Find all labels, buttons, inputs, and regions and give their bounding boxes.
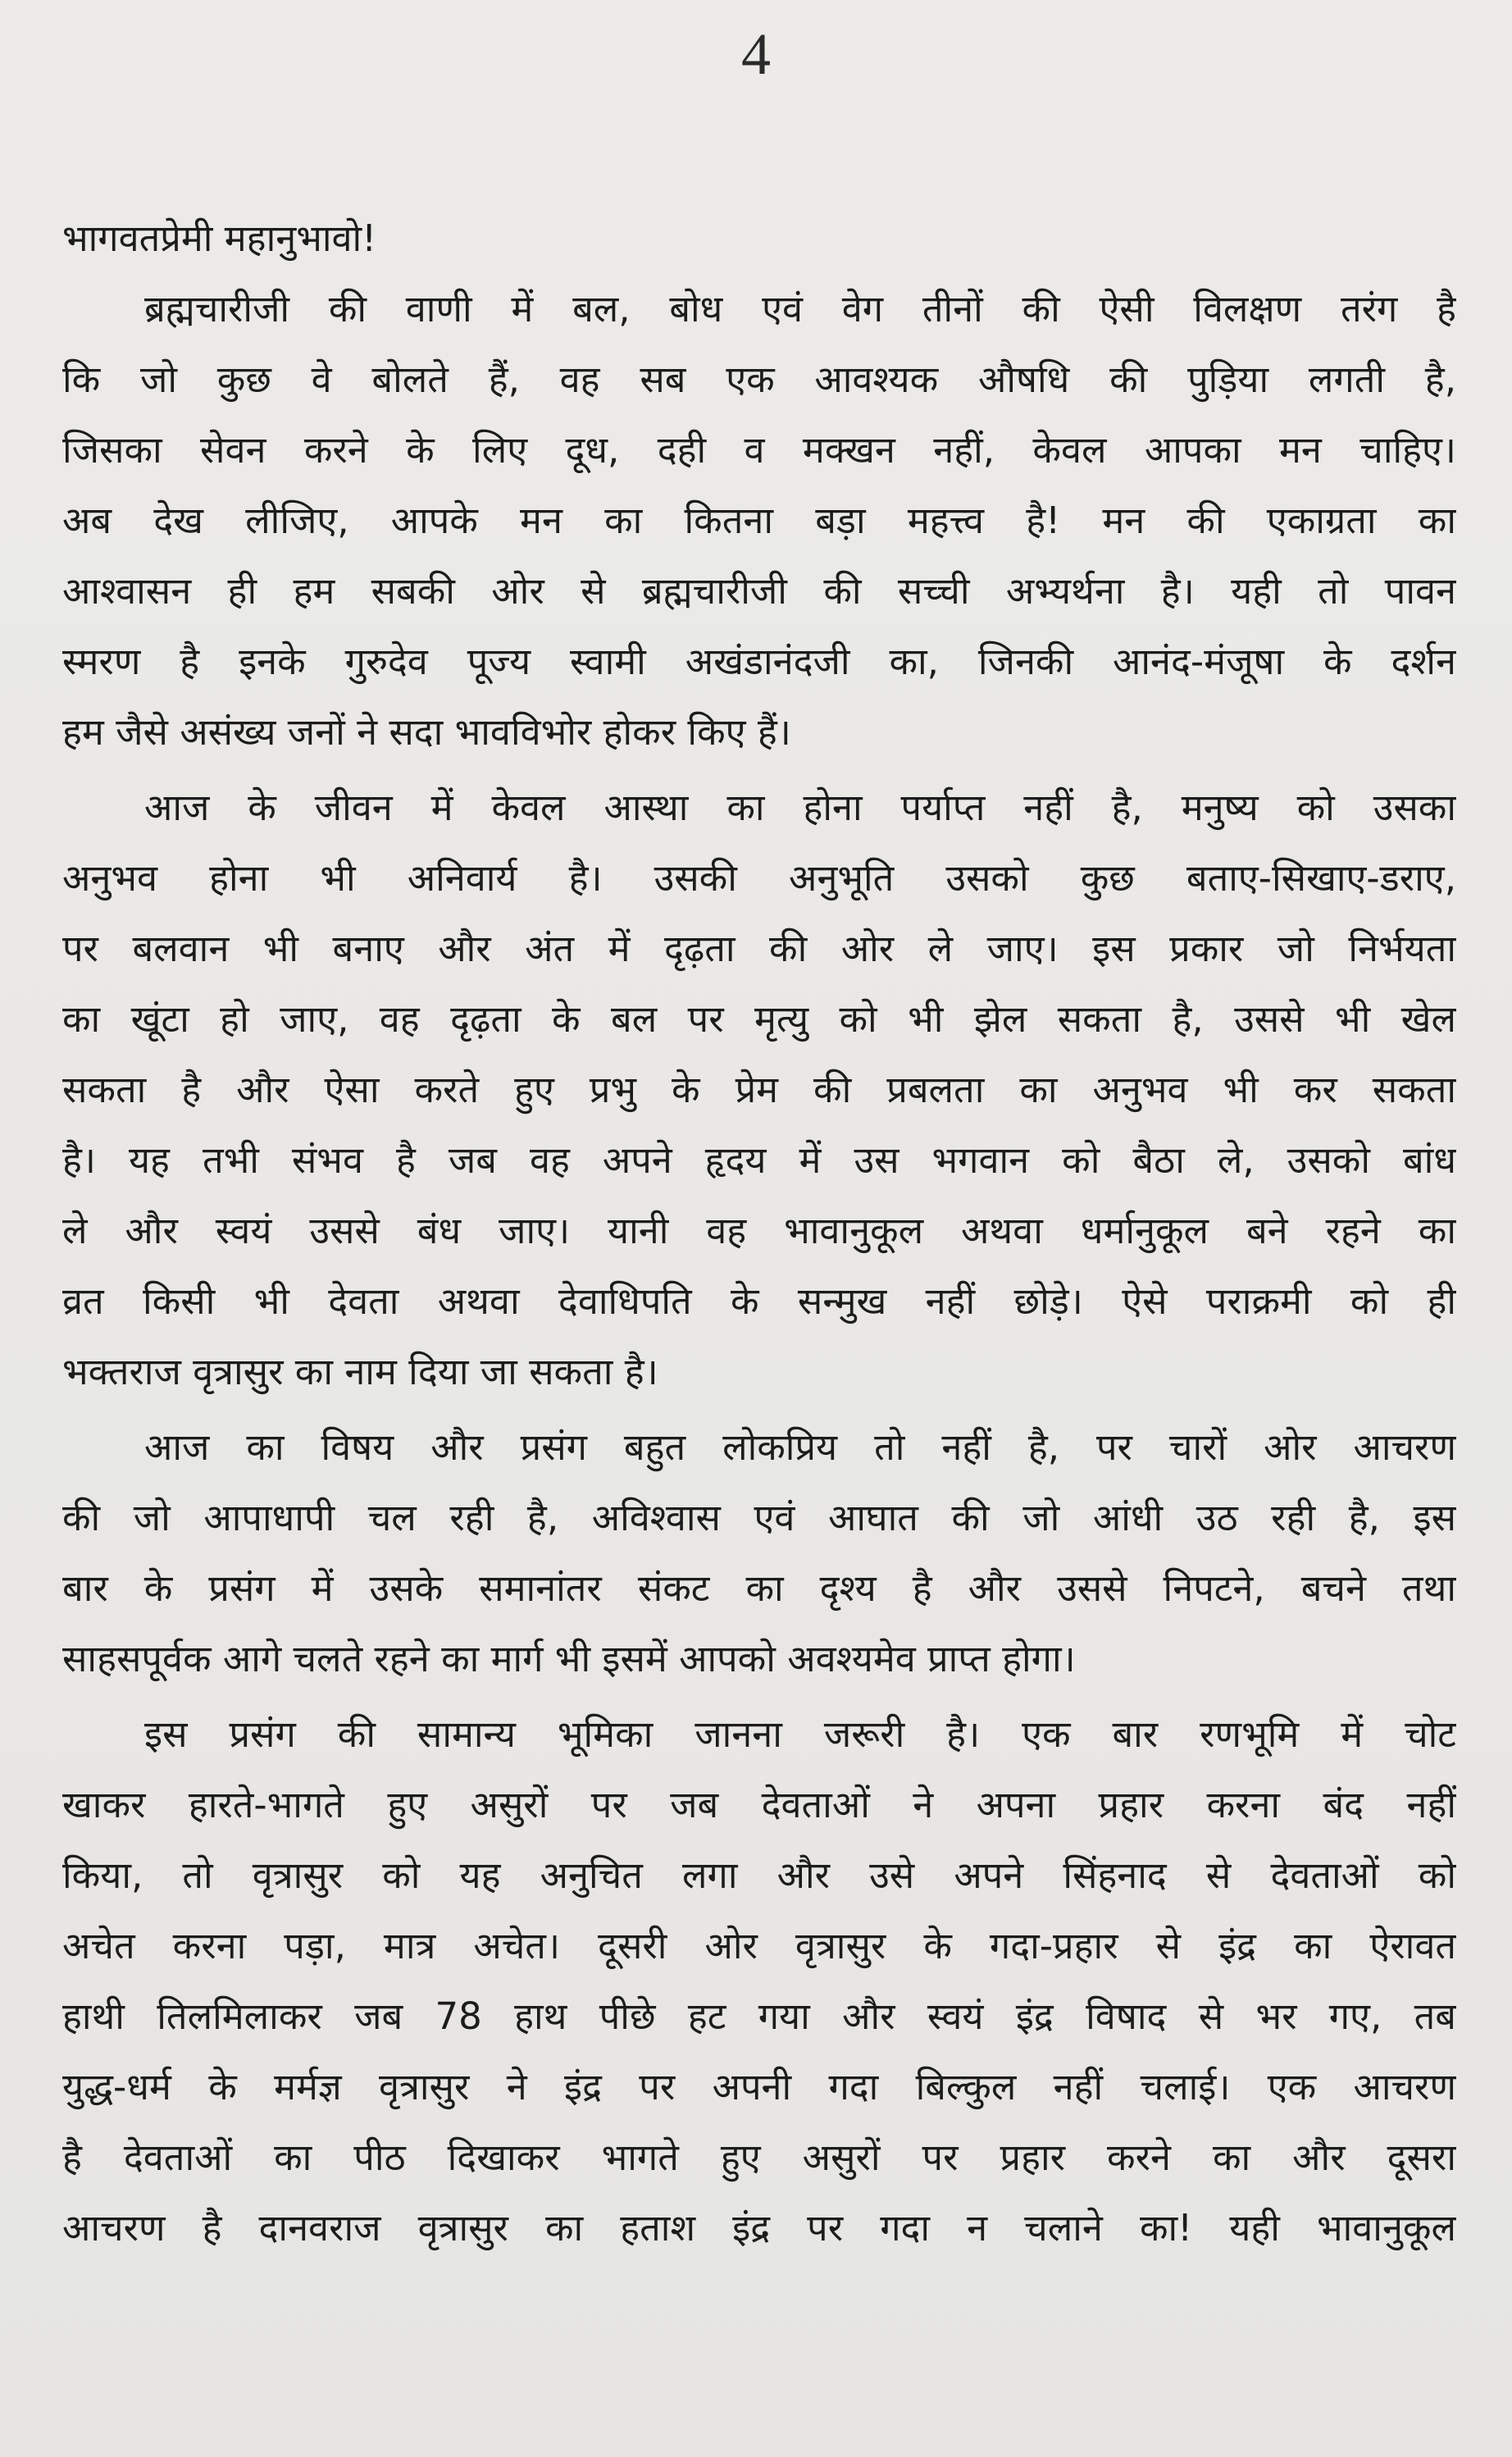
text-line: जिसका सेवन करने के लिए दूध, दही व मक्खन नहीं, केवल आपका मन चाहिए।: [62, 428, 1456, 472]
text-line: अचेत करना पड़ा, मात्र अचेत। दूसरी ओर वृत्रासुर के गदा-प्रहार से इंद्र का ऐरावत: [62, 1924, 1456, 1967]
text-line: है देवताओं का पीठ दिखाकर भागते हुए असुरों पर प्रहार करने का और दूसरा: [62, 2136, 1456, 2179]
text-line: आज के जीवन में केवल आस्था का होना पर्याप्त नहीं है, मनुष्य को उसका: [144, 786, 1456, 829]
text-line: युद्ध-धर्म के मर्मज्ञ वृत्रासुर ने इंद्र पर अपनी गदा बिल्कुल नहीं चलाई। एक आचरण: [62, 2065, 1456, 2108]
text-line: आज का विषय और प्रसंग बहुत लोकप्रिय तो नहीं है, पर चारों ओर आचरण: [144, 1425, 1456, 1469]
text-line: ब्रह्मचारीजी की वाणी में बल, बोध एवं वेग तीनों की ऐसी विलक्षण तरंग है: [144, 287, 1456, 330]
text-line: है। यह तभी संभव है जब वह अपने हृदय में उस भगवान को बैठा ले, उसको बांध: [62, 1138, 1456, 1182]
chapter-number: 4: [741, 21, 771, 87]
text-line: आश्वासन ही हम सबकी ओर से ब्रह्मचारीजी की सच्ची अभ्यर्थना है। यही तो पावन: [62, 569, 1456, 613]
text-line: पर बलवान भी बनाए और अंत में दृढ़ता की ओर ले जाए। इस प्रकार जो निर्भयता: [62, 927, 1456, 970]
text-line: आचरण है दानवराज वृत्रासुर का हताश इंद्र पर गदा न चलाने का! यही भावानुकूल: [62, 2206, 1456, 2250]
text-line: खाकर हारते-भागते हुए असुरों पर जब देवताओं ने अपना प्रहार करना बंद नहीं: [62, 1783, 1456, 1826]
text-line: बार के प्रसंग में उसके समानांतर संकट का दृश्य है और उससे निपटने, बचने तथा: [62, 1566, 1456, 1610]
text-line: स्मरण है इनके गुरुदेव पूज्य स्वामी अखंडानंदजी का, जिनकी आनंद-मंजूषा के दर्शन: [62, 640, 1456, 683]
text-line: भक्तराज वृत्रासुर का नाम दिया जा सकता है।: [62, 1350, 658, 1393]
text-line: हम जैसे असंख्य जनों ने सदा भावविभोर होकर किए हैं।: [62, 710, 791, 754]
text-line: ले और स्वयं उससे बंध जाए। यानी वह भावानुकूल अथवा धर्मानुकूल बने रहने का: [62, 1209, 1456, 1252]
text-line: अनुभव होना भी अनिवार्य है। उसकी अनुभूति उसको कुछ बताए-सिखाए-डराए,: [62, 856, 1456, 900]
salutation: भागवतप्रेमी महानुभावो!: [62, 217, 377, 260]
text-line: किया, तो वृत्रासुर को यह अनुचित लगा और उसे अपने सिंहनाद से देवताओं को: [62, 1853, 1456, 1897]
text-line: का खूंटा हो जाए, वह दृढ़ता के बल पर मृत्यु को भी झेल सकता है, उससे भी खेल: [62, 997, 1456, 1041]
text-line: की जो आपाधापी चल रही है, अविश्वास एवं आघात की जो आंधी उठ रही है, इस: [62, 1496, 1456, 1539]
text-line: अब देख लीजिए, आपके मन का कितना बड़ा महत्त्व है! मन की एकाग्रता का: [62, 499, 1456, 542]
body-text: [62, 203, 1456, 2263]
text-line: इस प्रसंग की सामान्य भूमिका जानना जरूरी है। एक बार रणभूमि में चोट: [144, 1712, 1456, 1756]
text-line: साहसपूर्वक आगे चलते रहने का मार्ग भी इसमें आपको अवश्यमेव प्राप्त होगा।: [62, 1637, 1076, 1680]
text-line: कि जो कुछ वे बोलते हैं, वह सब एक आवश्यक औषधि की पुड़िया लगती है,: [62, 358, 1456, 401]
text-line: व्रत किसी भी देवता अथवा देवाधिपति के सन्मुख नहीं छोड़े। ऐसे पराक्रमी को ही: [62, 1279, 1456, 1323]
text-line: हाथी तिलमिलाकर जब 78 हाथ पीछे हट गया और स्वयं इंद्र विषाद से भर गए, तब: [62, 1994, 1456, 2038]
text-line: सकता है और ऐसा करते हुए प्रभु के प्रेम की प्रबलता का अनुभव भी कर सकता: [62, 1068, 1456, 1111]
